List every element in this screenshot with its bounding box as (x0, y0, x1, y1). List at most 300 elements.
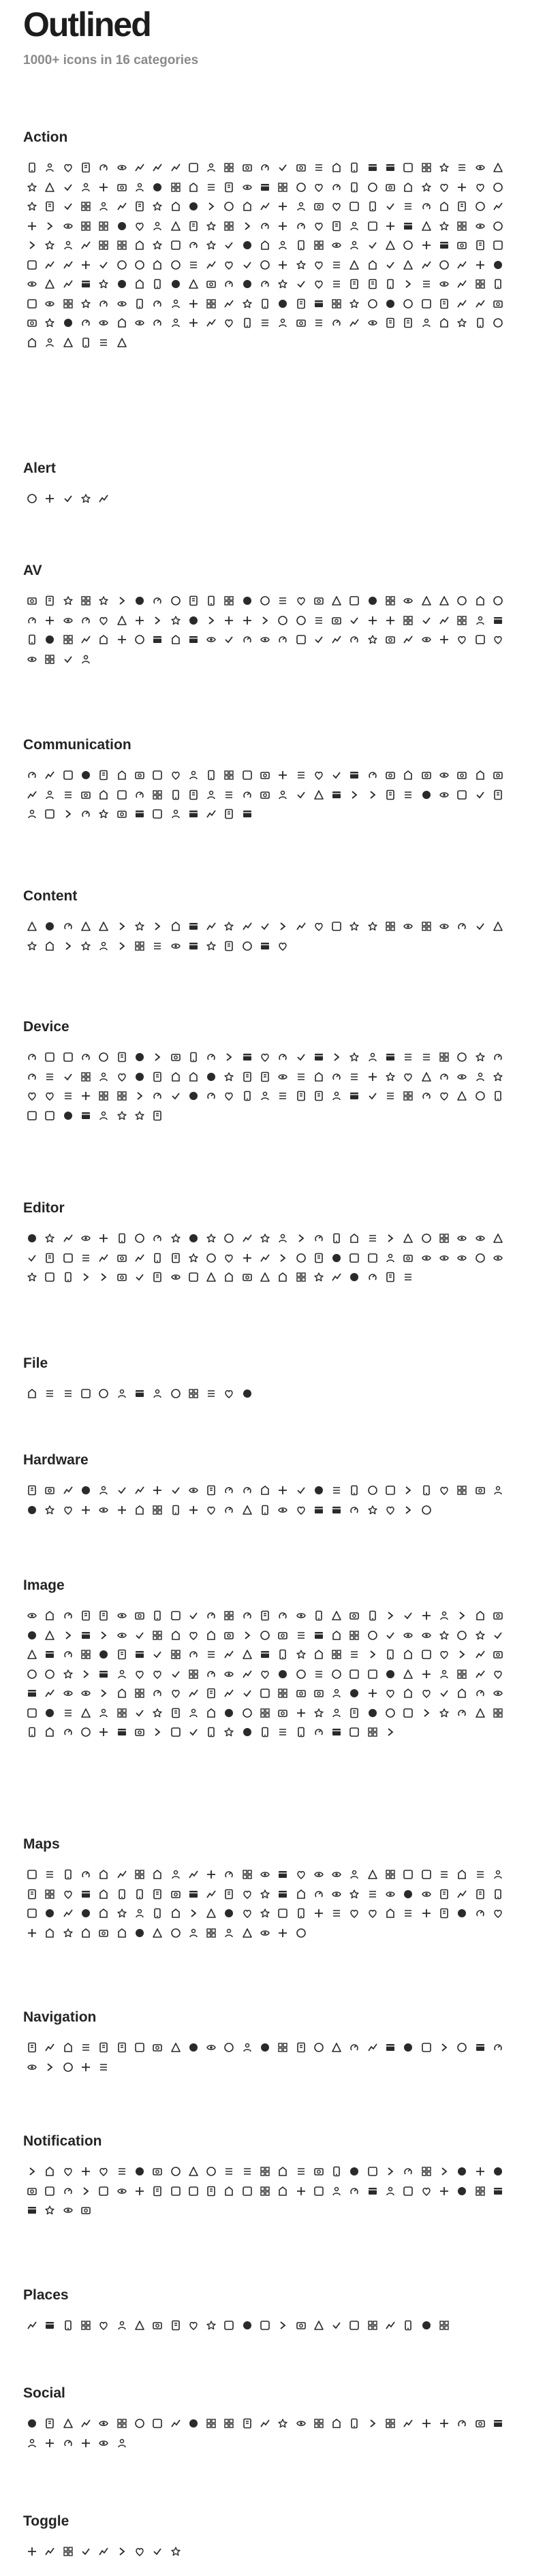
toggle-icon[interactable] (77, 2542, 95, 2562)
content-icon[interactable] (185, 917, 202, 937)
navigation-icon[interactable] (220, 2038, 238, 2058)
av-icon[interactable] (382, 591, 399, 611)
action-icon[interactable] (77, 197, 95, 217)
image-icon[interactable] (256, 1626, 274, 1646)
image-icon[interactable] (382, 1723, 399, 1742)
hardware-icon[interactable] (364, 1501, 382, 1520)
communication-icon[interactable] (166, 804, 184, 824)
maps-icon[interactable] (166, 1865, 184, 1885)
action-icon[interactable] (149, 178, 166, 198)
social-icon[interactable] (41, 2414, 59, 2434)
device-icon[interactable] (382, 1048, 399, 1067)
maps-icon[interactable] (453, 1865, 471, 1885)
notification-icon[interactable] (435, 2162, 453, 2182)
toggle-icon[interactable] (95, 2542, 112, 2562)
editor-icon[interactable] (292, 1248, 309, 1268)
maps-icon[interactable] (471, 1904, 488, 1923)
places-icon[interactable] (185, 2316, 202, 2336)
social-icon[interactable] (489, 2414, 507, 2434)
av-icon[interactable] (95, 611, 112, 631)
device-icon[interactable] (95, 1048, 112, 1067)
action-icon[interactable] (77, 255, 95, 275)
content-icon[interactable] (59, 937, 77, 956)
editor-icon[interactable] (149, 1229, 166, 1248)
social-icon[interactable] (95, 2434, 112, 2453)
hardware-icon[interactable] (364, 1481, 382, 1501)
communication-icon[interactable] (489, 785, 507, 805)
notification-icon[interactable] (292, 2162, 309, 2182)
hardware-icon[interactable] (149, 1501, 166, 1520)
image-icon[interactable] (310, 1665, 328, 1684)
av-icon[interactable] (185, 611, 202, 631)
av-icon[interactable] (185, 591, 202, 611)
action-icon[interactable] (41, 158, 59, 178)
toggle-icon[interactable] (41, 2542, 59, 2562)
notification-icon[interactable] (418, 2182, 435, 2201)
communication-icon[interactable] (310, 785, 328, 805)
action-icon[interactable] (59, 294, 77, 314)
av-icon[interactable] (435, 630, 453, 650)
notification-icon[interactable] (453, 2162, 471, 2182)
maps-icon[interactable] (292, 1904, 309, 1923)
av-icon[interactable] (59, 650, 77, 670)
editor-icon[interactable] (292, 1229, 309, 1248)
image-icon[interactable] (112, 1703, 130, 1723)
communication-icon[interactable] (95, 804, 112, 824)
image-icon[interactable] (471, 1645, 488, 1665)
image-icon[interactable] (364, 1606, 382, 1626)
notification-icon[interactable] (364, 2182, 382, 2201)
image-icon[interactable] (166, 1684, 184, 1703)
image-icon[interactable] (364, 1684, 382, 1703)
image-icon[interactable] (274, 1606, 292, 1626)
navigation-icon[interactable] (41, 2038, 59, 2058)
maps-icon[interactable] (59, 1885, 77, 1904)
maps-icon[interactable] (274, 1865, 292, 1885)
communication-icon[interactable] (185, 785, 202, 805)
image-icon[interactable] (166, 1606, 184, 1626)
content-icon[interactable] (166, 917, 184, 937)
av-icon[interactable] (382, 611, 399, 631)
notification-icon[interactable] (345, 2162, 363, 2182)
navigation-icon[interactable] (166, 2038, 184, 2058)
image-icon[interactable] (328, 1645, 345, 1665)
navigation-icon[interactable] (274, 2038, 292, 2058)
image-icon[interactable] (382, 1626, 399, 1646)
hardware-icon[interactable] (185, 1481, 202, 1501)
image-icon[interactable] (453, 1703, 471, 1723)
image-icon[interactable] (453, 1606, 471, 1626)
hardware-icon[interactable] (345, 1501, 363, 1520)
maps-icon[interactable] (149, 1923, 166, 1943)
hardware-icon[interactable] (59, 1481, 77, 1501)
content-icon[interactable] (112, 917, 130, 937)
image-icon[interactable] (453, 1665, 471, 1684)
maps-icon[interactable] (328, 1885, 345, 1904)
communication-icon[interactable] (345, 766, 363, 785)
communication-icon[interactable] (202, 766, 220, 785)
action-icon[interactable] (131, 217, 149, 236)
maps-icon[interactable] (471, 1865, 488, 1885)
action-icon[interactable] (418, 178, 435, 198)
notification-icon[interactable] (23, 2162, 41, 2182)
communication-icon[interactable] (149, 766, 166, 785)
communication-icon[interactable] (149, 785, 166, 805)
action-icon[interactable] (185, 255, 202, 275)
av-icon[interactable] (95, 591, 112, 611)
content-icon[interactable] (202, 937, 220, 956)
editor-icon[interactable] (41, 1268, 59, 1287)
editor-icon[interactable] (77, 1268, 95, 1287)
editor-icon[interactable] (131, 1248, 149, 1268)
action-icon[interactable] (185, 178, 202, 198)
content-icon[interactable] (59, 917, 77, 937)
action-icon[interactable] (166, 236, 184, 255)
maps-icon[interactable] (382, 1885, 399, 1904)
image-icon[interactable] (364, 1703, 382, 1723)
editor-icon[interactable] (256, 1268, 274, 1287)
action-icon[interactable] (418, 274, 435, 294)
navigation-icon[interactable] (364, 2038, 382, 2058)
maps-icon[interactable] (23, 1865, 41, 1885)
maps-icon[interactable] (202, 1904, 220, 1923)
hardware-icon[interactable] (274, 1481, 292, 1501)
content-icon[interactable] (77, 937, 95, 956)
notification-icon[interactable] (489, 2182, 507, 2201)
image-icon[interactable] (95, 1665, 112, 1684)
communication-icon[interactable] (59, 804, 77, 824)
communication-icon[interactable] (77, 804, 95, 824)
device-icon[interactable] (202, 1067, 220, 1087)
action-icon[interactable] (345, 158, 363, 178)
device-icon[interactable] (418, 1086, 435, 1106)
device-icon[interactable] (399, 1067, 417, 1087)
places-icon[interactable] (328, 2316, 345, 2336)
content-icon[interactable] (166, 937, 184, 956)
device-icon[interactable] (453, 1048, 471, 1067)
communication-icon[interactable] (112, 785, 130, 805)
action-icon[interactable] (310, 158, 328, 178)
action-icon[interactable] (23, 313, 41, 333)
av-icon[interactable] (345, 630, 363, 650)
av-icon[interactable] (453, 630, 471, 650)
editor-icon[interactable] (453, 1229, 471, 1248)
action-icon[interactable] (112, 255, 130, 275)
image-icon[interactable] (292, 1723, 309, 1742)
content-icon[interactable] (23, 917, 41, 937)
av-icon[interactable] (364, 630, 382, 650)
action-icon[interactable] (345, 217, 363, 236)
image-icon[interactable] (453, 1626, 471, 1646)
av-icon[interactable] (131, 591, 149, 611)
device-icon[interactable] (238, 1067, 256, 1087)
communication-icon[interactable] (202, 785, 220, 805)
image-icon[interactable] (149, 1626, 166, 1646)
social-icon[interactable] (292, 2414, 309, 2434)
maps-icon[interactable] (310, 1904, 328, 1923)
device-icon[interactable] (471, 1086, 488, 1106)
image-icon[interactable] (399, 1665, 417, 1684)
action-icon[interactable] (149, 158, 166, 178)
action-icon[interactable] (364, 274, 382, 294)
maps-icon[interactable] (149, 1904, 166, 1923)
av-icon[interactable] (489, 630, 507, 650)
communication-icon[interactable] (292, 766, 309, 785)
action-icon[interactable] (149, 217, 166, 236)
action-icon[interactable] (238, 255, 256, 275)
device-icon[interactable] (274, 1086, 292, 1106)
action-icon[interactable] (453, 197, 471, 217)
social-icon[interactable] (345, 2414, 363, 2434)
action-icon[interactable] (185, 158, 202, 178)
av-icon[interactable] (41, 630, 59, 650)
image-icon[interactable] (292, 1606, 309, 1626)
av-icon[interactable] (202, 611, 220, 631)
image-icon[interactable] (453, 1684, 471, 1703)
content-icon[interactable] (112, 937, 130, 956)
notification-icon[interactable] (59, 2162, 77, 2182)
action-icon[interactable] (77, 274, 95, 294)
device-icon[interactable] (131, 1067, 149, 1087)
device-icon[interactable] (112, 1067, 130, 1087)
file-icon[interactable] (112, 1384, 130, 1404)
content-icon[interactable] (131, 917, 149, 937)
editor-icon[interactable] (166, 1248, 184, 1268)
av-icon[interactable] (238, 591, 256, 611)
social-icon[interactable] (364, 2414, 382, 2434)
maps-icon[interactable] (131, 1904, 149, 1923)
av-icon[interactable] (202, 630, 220, 650)
image-icon[interactable] (202, 1703, 220, 1723)
action-icon[interactable] (256, 255, 274, 275)
image-icon[interactable] (310, 1684, 328, 1703)
image-icon[interactable] (202, 1645, 220, 1665)
image-icon[interactable] (238, 1626, 256, 1646)
action-icon[interactable] (382, 178, 399, 198)
device-icon[interactable] (489, 1048, 507, 1067)
action-icon[interactable] (328, 294, 345, 314)
image-icon[interactable] (238, 1723, 256, 1742)
notification-icon[interactable] (453, 2182, 471, 2201)
image-icon[interactable] (292, 1684, 309, 1703)
editor-icon[interactable] (274, 1268, 292, 1287)
action-icon[interactable] (41, 294, 59, 314)
action-icon[interactable] (292, 255, 309, 275)
image-icon[interactable] (220, 1665, 238, 1684)
av-icon[interactable] (418, 591, 435, 611)
file-icon[interactable] (77, 1384, 95, 1404)
action-icon[interactable] (23, 178, 41, 198)
alert-icon[interactable] (77, 489, 95, 509)
av-icon[interactable] (399, 630, 417, 650)
image-icon[interactable] (328, 1703, 345, 1723)
av-icon[interactable] (256, 591, 274, 611)
av-icon[interactable] (23, 650, 41, 670)
av-icon[interactable] (185, 630, 202, 650)
action-icon[interactable] (489, 158, 507, 178)
action-icon[interactable] (382, 255, 399, 275)
device-icon[interactable] (328, 1067, 345, 1087)
image-icon[interactable] (95, 1703, 112, 1723)
action-icon[interactable] (95, 197, 112, 217)
action-icon[interactable] (41, 313, 59, 333)
action-icon[interactable] (471, 158, 488, 178)
image-icon[interactable] (418, 1703, 435, 1723)
communication-icon[interactable] (112, 804, 130, 824)
action-icon[interactable] (435, 274, 453, 294)
image-icon[interactable] (382, 1665, 399, 1684)
file-icon[interactable] (220, 1384, 238, 1404)
action-icon[interactable] (185, 217, 202, 236)
alert-icon[interactable] (41, 489, 59, 509)
navigation-icon[interactable] (471, 2038, 488, 2058)
hardware-icon[interactable] (59, 1501, 77, 1520)
action-icon[interactable] (112, 333, 130, 353)
image-icon[interactable] (399, 1606, 417, 1626)
navigation-icon[interactable] (59, 2058, 77, 2077)
communication-icon[interactable] (59, 785, 77, 805)
editor-icon[interactable] (292, 1268, 309, 1287)
hardware-icon[interactable] (166, 1481, 184, 1501)
maps-icon[interactable] (256, 1865, 274, 1885)
notification-icon[interactable] (112, 2182, 130, 2201)
device-icon[interactable] (149, 1086, 166, 1106)
editor-icon[interactable] (112, 1268, 130, 1287)
notification-icon[interactable] (59, 2182, 77, 2201)
social-icon[interactable] (453, 2414, 471, 2434)
action-icon[interactable] (77, 178, 95, 198)
image-icon[interactable] (310, 1626, 328, 1646)
action-icon[interactable] (292, 274, 309, 294)
av-icon[interactable] (23, 630, 41, 650)
image-icon[interactable] (256, 1606, 274, 1626)
image-icon[interactable] (345, 1626, 363, 1646)
navigation-icon[interactable] (131, 2038, 149, 2058)
communication-icon[interactable] (238, 804, 256, 824)
image-icon[interactable] (328, 1684, 345, 1703)
action-icon[interactable] (453, 294, 471, 314)
action-icon[interactable] (131, 236, 149, 255)
image-icon[interactable] (220, 1723, 238, 1742)
communication-icon[interactable] (77, 766, 95, 785)
action-icon[interactable] (399, 197, 417, 217)
communication-icon[interactable] (256, 766, 274, 785)
av-icon[interactable] (41, 650, 59, 670)
av-icon[interactable] (77, 591, 95, 611)
action-icon[interactable] (77, 294, 95, 314)
content-icon[interactable] (41, 917, 59, 937)
communication-icon[interactable] (292, 785, 309, 805)
editor-icon[interactable] (364, 1268, 382, 1287)
device-icon[interactable] (220, 1048, 238, 1067)
action-icon[interactable] (149, 313, 166, 333)
notification-icon[interactable] (238, 2182, 256, 2201)
notification-icon[interactable] (95, 2162, 112, 2182)
device-icon[interactable] (41, 1048, 59, 1067)
action-icon[interactable] (435, 313, 453, 333)
content-icon[interactable] (364, 917, 382, 937)
device-icon[interactable] (489, 1067, 507, 1087)
image-icon[interactable] (220, 1684, 238, 1703)
device-icon[interactable] (399, 1048, 417, 1067)
device-icon[interactable] (418, 1048, 435, 1067)
action-icon[interactable] (310, 313, 328, 333)
action-icon[interactable] (489, 178, 507, 198)
editor-icon[interactable] (399, 1229, 417, 1248)
navigation-icon[interactable] (453, 2038, 471, 2058)
action-icon[interactable] (95, 333, 112, 353)
content-icon[interactable] (382, 917, 399, 937)
image-icon[interactable] (328, 1723, 345, 1742)
places-icon[interactable] (310, 2316, 328, 2336)
image-icon[interactable] (328, 1606, 345, 1626)
device-icon[interactable] (345, 1067, 363, 1087)
communication-icon[interactable] (471, 785, 488, 805)
action-icon[interactable] (399, 178, 417, 198)
editor-icon[interactable] (471, 1229, 488, 1248)
av-icon[interactable] (220, 591, 238, 611)
maps-icon[interactable] (274, 1885, 292, 1904)
device-icon[interactable] (166, 1086, 184, 1106)
editor-icon[interactable] (23, 1229, 41, 1248)
action-icon[interactable] (131, 178, 149, 198)
image-icon[interactable] (435, 1703, 453, 1723)
maps-icon[interactable] (328, 1904, 345, 1923)
hardware-icon[interactable] (399, 1501, 417, 1520)
navigation-icon[interactable] (149, 2038, 166, 2058)
editor-icon[interactable] (238, 1229, 256, 1248)
av-icon[interactable] (274, 630, 292, 650)
action-icon[interactable] (77, 313, 95, 333)
social-icon[interactable] (418, 2414, 435, 2434)
image-icon[interactable] (328, 1665, 345, 1684)
maps-icon[interactable] (112, 1865, 130, 1885)
action-icon[interactable] (41, 255, 59, 275)
navigation-icon[interactable] (23, 2038, 41, 2058)
social-icon[interactable] (202, 2414, 220, 2434)
av-icon[interactable] (23, 611, 41, 631)
maps-icon[interactable] (238, 1923, 256, 1943)
hardware-icon[interactable] (238, 1481, 256, 1501)
action-icon[interactable] (382, 313, 399, 333)
device-icon[interactable] (149, 1067, 166, 1087)
device-icon[interactable] (418, 1067, 435, 1087)
action-icon[interactable] (23, 217, 41, 236)
places-icon[interactable] (382, 2316, 399, 2336)
av-icon[interactable] (112, 630, 130, 650)
action-icon[interactable] (112, 236, 130, 255)
image-icon[interactable] (77, 1703, 95, 1723)
maps-icon[interactable] (59, 1923, 77, 1943)
device-icon[interactable] (59, 1067, 77, 1087)
action-icon[interactable] (166, 217, 184, 236)
action-icon[interactable] (328, 313, 345, 333)
maps-icon[interactable] (399, 1904, 417, 1923)
image-icon[interactable] (345, 1645, 363, 1665)
communication-icon[interactable] (345, 785, 363, 805)
content-icon[interactable] (453, 917, 471, 937)
image-icon[interactable] (489, 1684, 507, 1703)
social-icon[interactable] (41, 2434, 59, 2453)
content-icon[interactable] (41, 937, 59, 956)
hardware-icon[interactable] (131, 1501, 149, 1520)
image-icon[interactable] (471, 1665, 488, 1684)
action-icon[interactable] (364, 313, 382, 333)
image-icon[interactable] (131, 1684, 149, 1703)
maps-icon[interactable] (274, 1904, 292, 1923)
editor-icon[interactable] (238, 1248, 256, 1268)
notification-icon[interactable] (471, 2182, 488, 2201)
